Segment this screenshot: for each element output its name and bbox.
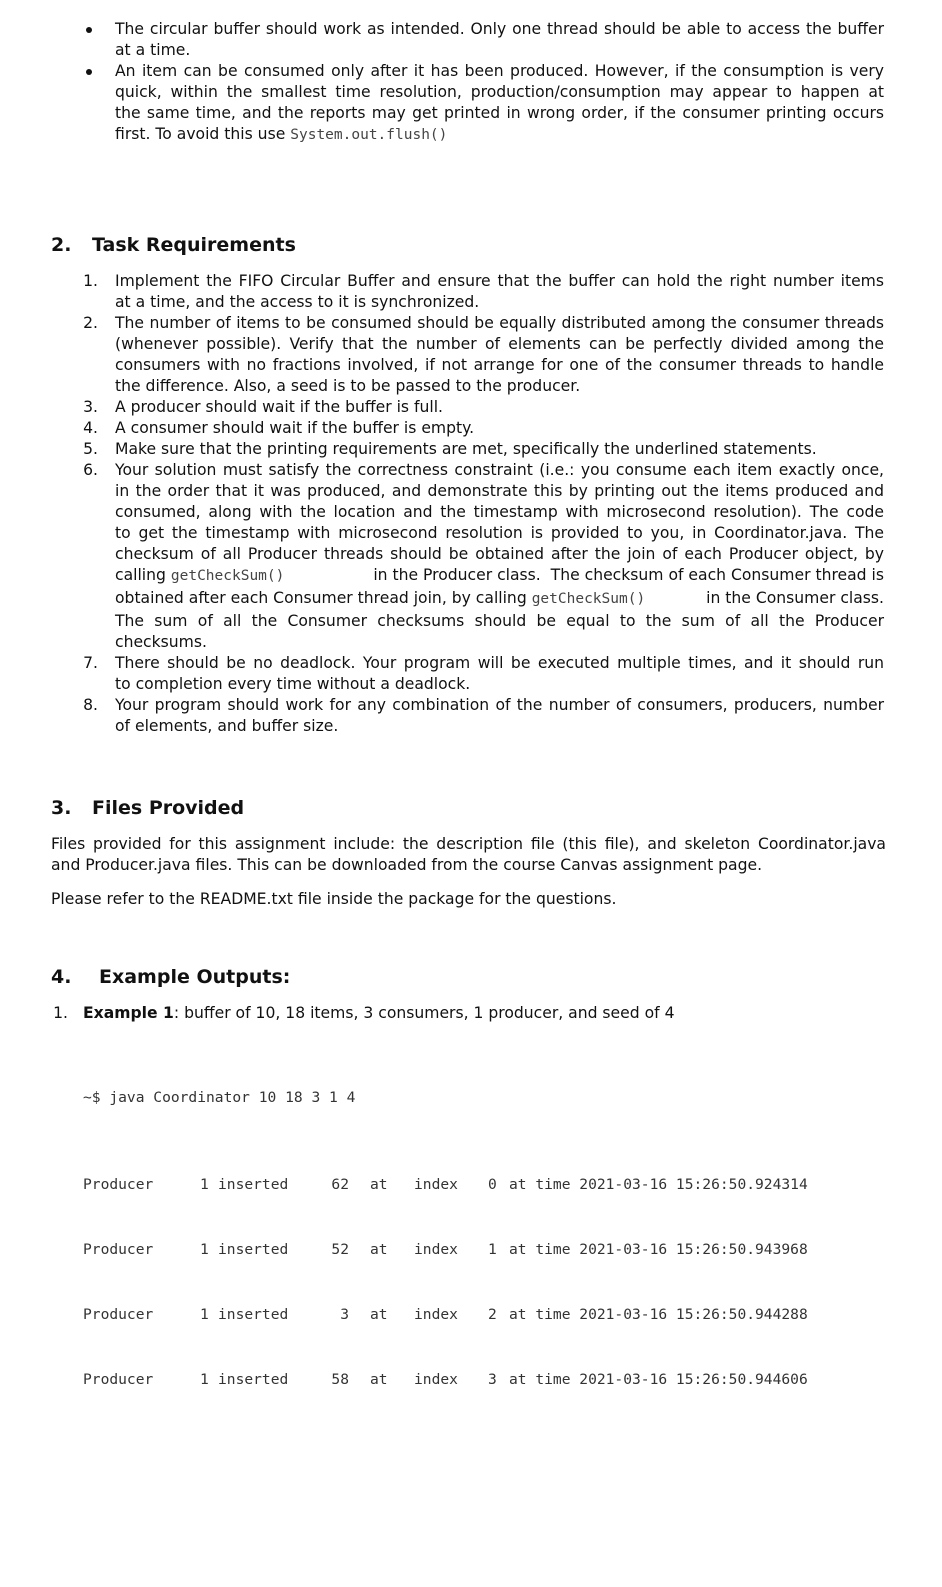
- row-timestamp: at time 2021-03-16 15:26:50.943968: [509, 1241, 808, 1259]
- req-6-line-6-b: in the Producer class. The checksum of each Consumer thread is: [368, 566, 884, 584]
- code-system-out-flush: System.out.flush(): [290, 127, 448, 143]
- code-getchecksum: getCheckSum(): [531, 591, 646, 607]
- req-7-line-1: There should be no deadlock. Your program will be executed multiple times, and it should run: [115, 654, 884, 672]
- bullet-2-line-4: [115, 124, 447, 146]
- row-timestamp: at time 2021-03-16 15:26:50.944288: [509, 1306, 808, 1324]
- section-4-title: Example Outputs:: [99, 966, 291, 988]
- terminal-row: [83, 1369, 883, 1391]
- section-2-number: 2.: [51, 234, 72, 256]
- row-index: 3: [488, 1371, 497, 1389]
- row-verb: inserted: [218, 1176, 289, 1194]
- row-id: 1: [200, 1371, 209, 1389]
- list-number: 5.: [83, 440, 98, 458]
- req-6-line-7-a: [115, 588, 645, 610]
- req-2-line-1: The number of items to be consumed should be equally distributed among the consumer threads: [115, 314, 884, 332]
- list-number: 1.: [83, 272, 98, 290]
- row-index-word: index: [414, 1306, 458, 1324]
- section-3-title: Files Provided: [92, 797, 245, 819]
- terminal-row: [83, 1239, 883, 1261]
- req-6-line-4: to get the timestamp with microsecond resolution is provided to you, in Coordinator.java. The: [115, 524, 884, 542]
- bullet-dot: [86, 69, 92, 75]
- row-index: 1: [488, 1241, 497, 1259]
- section-2-heading: [51, 233, 296, 257]
- code-getchecksum: getCheckSum(): [170, 568, 285, 584]
- row-at: at: [370, 1371, 388, 1389]
- row-value: 62: [331, 1176, 349, 1194]
- example-1-label: Example 1: [83, 1004, 174, 1022]
- req-1-line-1: Implement the FIFO Circular Buffer and ensure that the buffer can hold the right number items: [115, 272, 884, 290]
- req-2-line-3: consumers with no fractions involved, if not arrange for one of the consumer threads to handle: [115, 356, 884, 374]
- req-1-line-2: at a time, and the access to it is synchronized.: [115, 293, 480, 311]
- section-2-title: Task Requirements: [92, 234, 296, 256]
- req-8-line-1: Your program should work for any combination of the number of consumers, producers, number: [115, 696, 884, 714]
- row-value: 52: [331, 1241, 349, 1259]
- req-3-line-1: A producer should wait if the buffer is full.: [115, 398, 444, 416]
- row-value: 58: [331, 1371, 349, 1389]
- files-para-line-2: and Producer.java files. This can be downloaded from the course Canvas assignment page.: [51, 856, 763, 874]
- list-number: 8.: [83, 696, 98, 714]
- terminal-output: [83, 1044, 883, 1413]
- list-number: 7.: [83, 654, 98, 672]
- req-4-line-1: A consumer should wait if the buffer is empty.: [115, 419, 475, 437]
- req-6-line-6-a: [115, 565, 284, 587]
- row-verb: inserted: [218, 1306, 289, 1324]
- req-8-line-2: of elements, and buffer size.: [115, 717, 339, 735]
- req-7-line-2: to completion every time without a deadlock.: [115, 675, 471, 693]
- terminal-row: [83, 1304, 883, 1326]
- req-6-line-9: checksums.: [115, 633, 207, 651]
- section-3-heading: [51, 796, 244, 820]
- section-4-number: 4.: [51, 966, 72, 988]
- req-6-line-8: The sum of all the Consumer checksums should be equal to the sum of all the Producer: [115, 612, 884, 630]
- row-verb: inserted: [218, 1371, 289, 1389]
- section-3-number: 3.: [51, 797, 72, 819]
- req-6-line-2: in the order that it was produced, and demonstrate this by printing out the items produced and: [115, 482, 884, 500]
- bullet-2-line-2: quick, within the smallest time resolution, production/consumption may appear to happen at: [115, 83, 884, 101]
- list-number: 2.: [83, 314, 98, 332]
- req-6-line-5: checksum of all Producer threads should be obtained after the join of each Producer object, by: [115, 545, 884, 563]
- bullet-1-line-1: The circular buffer should work as intended. Only one thread should be able to access the buffer: [115, 20, 884, 38]
- bullet-dot: [86, 27, 92, 33]
- row-timestamp: at time 2021-03-16 15:26:50.924314: [509, 1176, 808, 1194]
- files-para-line-1: Files provided for this assignment include: the description file (this file), and skeleton Coordinator.java: [51, 835, 886, 853]
- req-2-line-2: (whenever possible). Verify that the number of elements can be perfectly divided among the: [115, 335, 884, 353]
- files-para-2: Please refer to the README.txt file inside the package for the questions.: [51, 890, 617, 908]
- list-number: 6.: [83, 461, 98, 479]
- row-role: Producer: [83, 1241, 154, 1259]
- req-6-text: obtained after each Consumer thread join, by calling: [115, 589, 532, 607]
- row-role: Producer: [83, 1371, 154, 1389]
- row-timestamp: at time 2021-03-16 15:26:50.944606: [509, 1371, 808, 1389]
- row-at: at: [370, 1241, 388, 1259]
- bullet-2-line-3: the same time, and the reports may get printed in wrong order, if the consumer printing occurs: [115, 104, 884, 122]
- example-1-desc: : buffer of 10, 18 items, 3 consumers, 1 producer, and seed of 4: [173, 1004, 675, 1022]
- req-6-line-1: Your solution must satisfy the correctness constraint (i.e.: you consume each item exactly once,: [115, 461, 884, 479]
- row-value: 3: [340, 1306, 349, 1324]
- row-id: 1: [200, 1176, 209, 1194]
- req-6-line-7-b: in the Consumer class.: [701, 589, 884, 607]
- row-index-word: index: [414, 1176, 458, 1194]
- list-number: 4.: [83, 419, 98, 437]
- example-1-caption: [83, 1003, 675, 1024]
- row-index: 2: [488, 1306, 497, 1324]
- row-at: at: [370, 1176, 388, 1194]
- list-number: 3.: [83, 398, 98, 416]
- row-verb: inserted: [218, 1241, 289, 1259]
- row-role: Producer: [83, 1306, 154, 1324]
- row-index-word: index: [414, 1241, 458, 1259]
- row-index: 0: [488, 1176, 497, 1194]
- req-6-line-6: [115, 565, 884, 587]
- bullet-2-line-1: An item can be consumed only after it has been produced. However, if the consumption is very: [115, 62, 884, 80]
- section-4-heading: [51, 965, 290, 989]
- bullet-1-line-2: at a time.: [115, 41, 191, 59]
- bullet-2-text: first. To avoid this use: [115, 125, 291, 143]
- terminal-command-line: [83, 1087, 883, 1109]
- req-5-line-1: Make sure that the printing requirements are met, specifically the underlined statements.: [115, 440, 817, 458]
- row-role: Producer: [83, 1176, 154, 1194]
- req-6-line-7: [115, 588, 884, 610]
- row-at: at: [370, 1306, 388, 1324]
- req-2-line-4: the difference. Also, a seed is to be passed to the producer.: [115, 377, 581, 395]
- req-6-line-3: consumed, along with the location and the timestamp with microsecond resolution). The code: [115, 503, 884, 521]
- row-id: 1: [200, 1241, 209, 1259]
- req-6-text: calling: [115, 566, 171, 584]
- terminal-row: [83, 1174, 883, 1196]
- command-text: ~$ java Coordinator 10 18 3 1 4: [83, 1089, 356, 1107]
- row-id: 1: [200, 1306, 209, 1324]
- row-index-word: index: [414, 1371, 458, 1389]
- list-number: 1.: [53, 1004, 68, 1022]
